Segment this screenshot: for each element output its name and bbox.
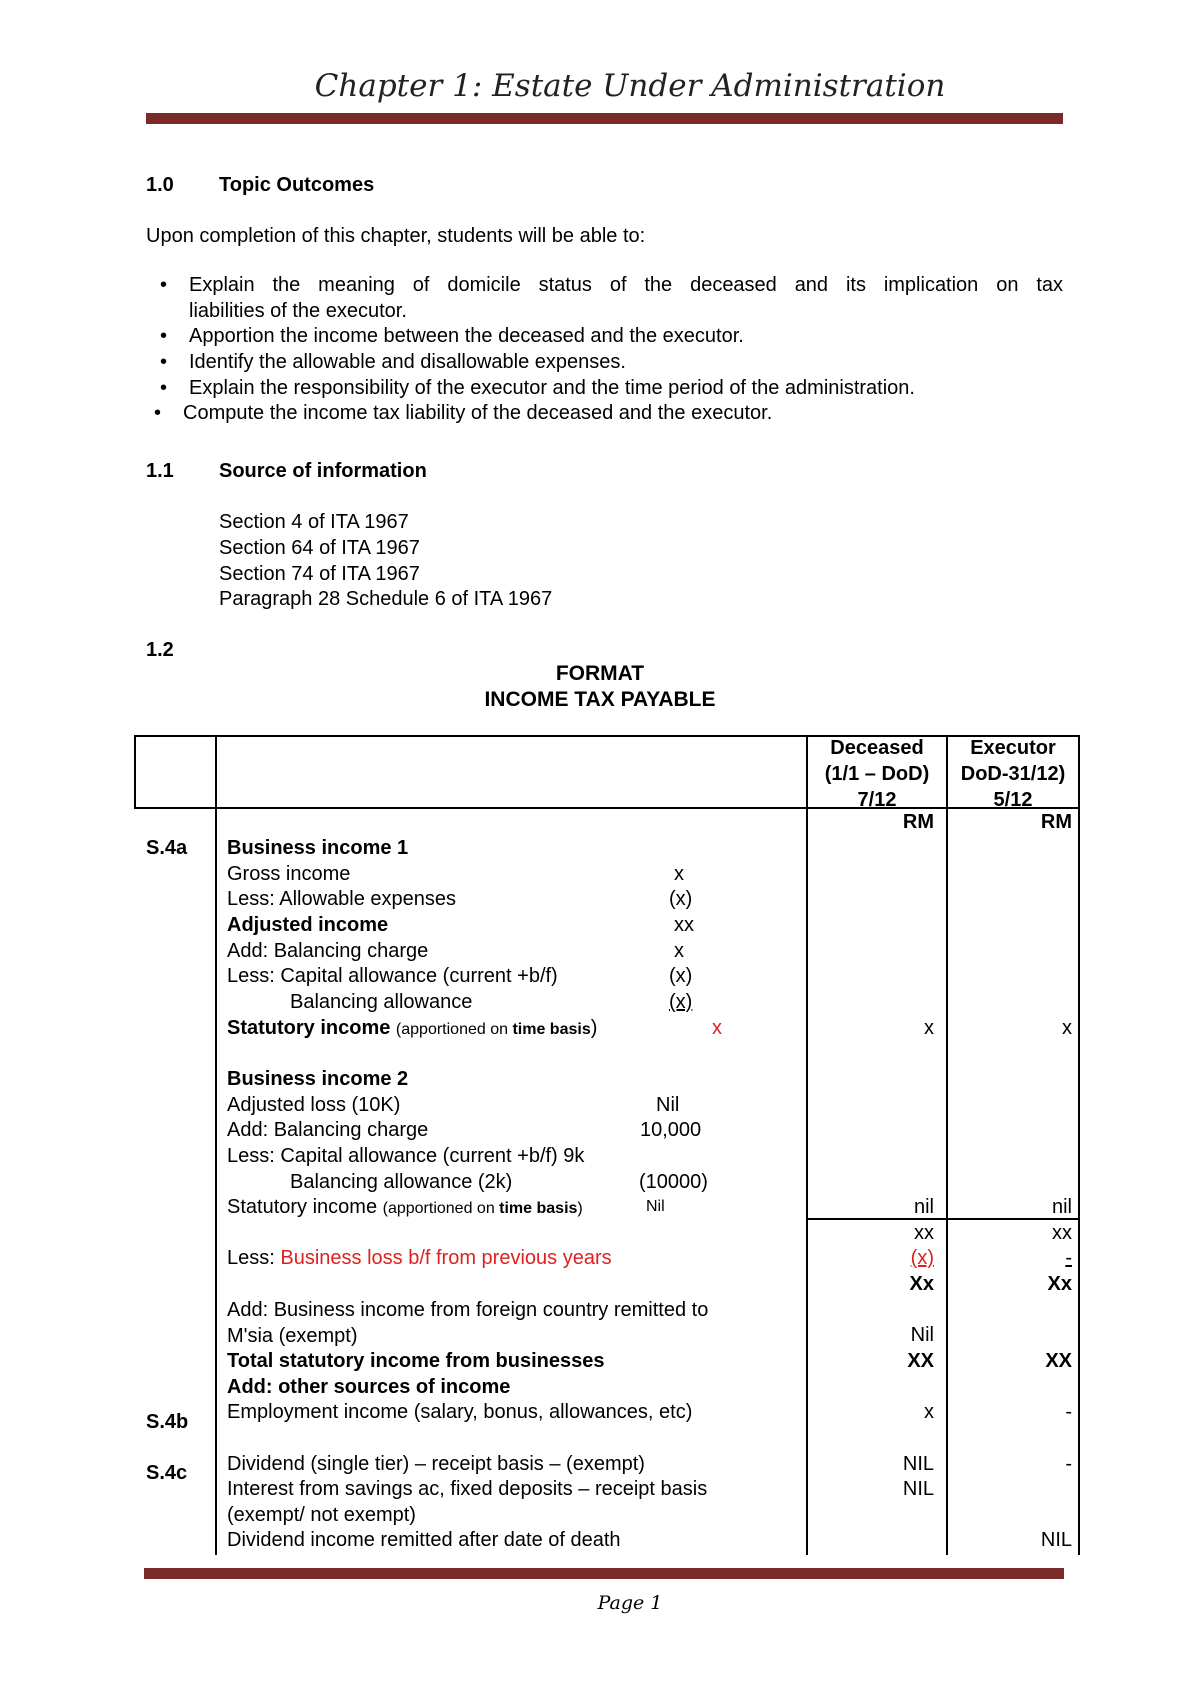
source-item: Section 74 of ITA 1967: [219, 563, 420, 585]
statutory-income-row: Statutory income (apportioned on time basis): [227, 1017, 598, 1039]
foreign-income-row: Add: Business income from foreign country remitted to M'sia (exempt): [227, 1299, 709, 1347]
bullet-text: Identify the allowable and disallowable expenses.: [189, 351, 626, 373]
source-item: Paragraph 28 Schedule 6 of ITA 1967: [219, 588, 553, 610]
section-title: Topic Outcomes: [219, 174, 375, 196]
row-label: Less: Capital allowance (current +b/f): [227, 965, 558, 987]
row-label: Less: Capital allowance (current +b/f) 9k: [227, 1145, 585, 1167]
bi1-title: Business income 1: [227, 837, 409, 859]
format-subtitle: INCOME TAX PAYABLE: [484, 688, 716, 711]
bi2-title: Business income 2: [227, 1068, 409, 1090]
footer-rule: [144, 1568, 1064, 1579]
bullet-text: Apportion the income between the deceased and the executor.: [189, 325, 744, 347]
employment-row: Employment income (salary, bonus, allowances, etc): [227, 1401, 693, 1423]
deceased-value: nil: [913, 1196, 934, 1218]
interest-row: Interest from savings ac, fixed deposits – receipt basis (exempt/ not exempt): [227, 1478, 708, 1526]
row-value: (10000): [639, 1171, 708, 1193]
executor-value: x: [1062, 1017, 1072, 1039]
source-item: Section 4 of ITA 1967: [219, 511, 409, 533]
deceased-value: XX: [907, 1350, 934, 1372]
dividend-row: Dividend (single tier) – receipt basis – (exempt): [227, 1453, 645, 1475]
row-value: 10,000: [640, 1119, 702, 1141]
bullet-icon: •: [160, 325, 168, 347]
page-number: Page 1: [597, 1592, 663, 1614]
executor-header: Executor DoD-31/12) 5/12: [960, 737, 1066, 811]
currency-label: RM: [902, 811, 934, 833]
row-value: (x): [669, 965, 693, 987]
bullet-text: liabilities of the executor.: [189, 300, 407, 322]
executor-value: -: [1065, 1247, 1072, 1269]
row-label: Adjusted loss (10K): [227, 1094, 401, 1116]
deceased-value: Xx: [909, 1273, 934, 1295]
section-code: S.4c: [146, 1462, 188, 1484]
bullet-icon: •: [160, 377, 168, 399]
row-value: (x): [669, 888, 693, 910]
deceased-value: x: [924, 1401, 934, 1423]
deceased-value: NIL: [902, 1478, 934, 1500]
section-title: Source of information: [219, 460, 427, 482]
deceased-value: NIL: [902, 1453, 934, 1475]
bullet-icon: •: [154, 402, 162, 424]
row-label: Balancing allowance (2k): [290, 1171, 513, 1193]
executor-value: -: [1065, 1401, 1072, 1423]
deceased-value: x: [924, 1017, 934, 1039]
section-number: 1.2: [146, 639, 174, 661]
row-label: Gross income: [227, 863, 351, 885]
dividend-after-death-row: Dividend income remitted after date of death: [227, 1529, 621, 1551]
row-value: x: [674, 863, 684, 885]
row-label: Less: Allowable expenses: [227, 888, 457, 910]
bullet-text: Compute the income tax liability of the deceased and the executor.: [183, 402, 773, 424]
row-value: (x): [669, 991, 693, 1013]
row-value: x: [712, 1017, 722, 1039]
statutory-income-row: Statutory income (apportioned on time basis): [227, 1196, 583, 1218]
format-title: FORMAT: [555, 662, 645, 685]
income-tax-table: [134, 735, 1080, 1555]
currency-label: RM: [1040, 811, 1072, 833]
deceased-value: xx: [914, 1222, 934, 1244]
bullet-icon: •: [160, 274, 168, 296]
chapter-title: Chapter 1: Estate Under Administration: [314, 68, 946, 104]
section-number: 1.0: [146, 174, 174, 196]
total-statutory-row: Total statutory income from businesses: [227, 1350, 605, 1372]
row-value: x: [674, 940, 684, 962]
executor-value: Xx: [1047, 1273, 1072, 1295]
bullet-text: Explain the responsibility of the executor and the time period of the administration.: [189, 377, 915, 399]
deceased-value: Nil: [910, 1324, 934, 1346]
executor-value: -: [1065, 1453, 1072, 1475]
row-label: Adjusted income: [227, 914, 389, 936]
header-rule: [146, 113, 1063, 124]
executor-value: XX: [1045, 1350, 1072, 1372]
row-label: Add: Balancing charge: [227, 1119, 429, 1141]
deceased-header: Deceased (1/1 – DoD) 7/12: [824, 737, 930, 811]
other-sources-label: Add: other sources of income: [227, 1376, 511, 1398]
bullet-text: Explain the meaning of domicile status of the deceased and its implication on tax: [189, 274, 1063, 296]
section-code: S.4a: [146, 837, 188, 859]
row-value: xx: [674, 914, 694, 936]
deceased-value: (x): [910, 1247, 934, 1269]
section-number: 1.1: [146, 460, 174, 482]
bullet-icon: •: [160, 351, 168, 373]
source-item: Section 64 of ITA 1967: [219, 537, 420, 559]
row-label: Balancing allowance: [290, 991, 473, 1013]
executor-value: nil: [1051, 1196, 1072, 1218]
row-label: Add: Balancing charge: [227, 940, 429, 962]
section-code: S.4b: [146, 1411, 189, 1433]
executor-value: xx: [1052, 1222, 1072, 1244]
row-value: Nil: [646, 1198, 665, 1215]
executor-value: NIL: [1040, 1529, 1072, 1551]
intro-text: Upon completion of this chapter, students will be able to:: [146, 225, 646, 247]
loss-row: Less: Business loss b/f from previous years: [227, 1247, 612, 1269]
row-value: Nil: [656, 1094, 680, 1116]
